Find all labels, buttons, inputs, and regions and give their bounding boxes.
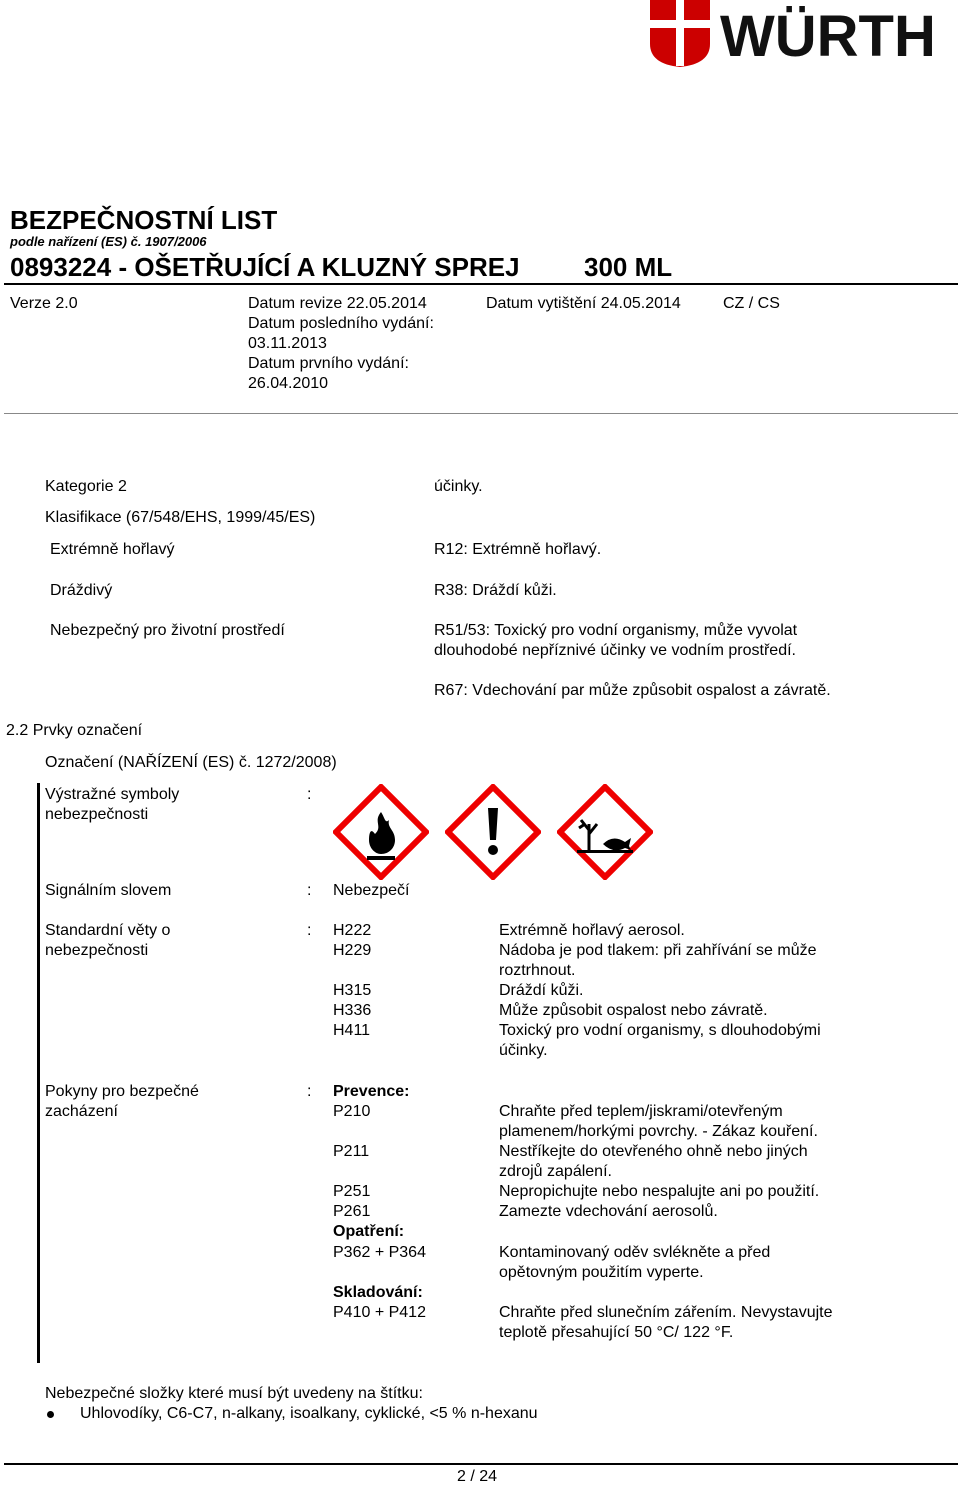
h-text: Extrémně hořlavý aerosol. [499, 922, 685, 939]
exclamation-pictogram-icon [445, 784, 541, 880]
klasifikace-title: Klasifikace (67/548/EHS, 1999/45/ES) [45, 509, 316, 526]
h-code: H222 [333, 922, 372, 939]
wurth-logo [648, 0, 958, 68]
p-code: P362 + P364 [333, 1244, 426, 1261]
h-label-2: nebezpečnosti [45, 942, 149, 959]
page-number: 2 / 24 [457, 1468, 498, 1485]
footer-divider [4, 1463, 958, 1465]
first-issue-value: 26.04.2010 [248, 375, 329, 392]
p-text: Nestříkejte do otevřeného ohně nebo jiných [499, 1143, 808, 1160]
p-text: Zamezte vdechování aerosolů. [499, 1203, 718, 1220]
symbols-colon: : [307, 786, 312, 803]
p-text: Kontaminovaný oděv svlékněte a před [499, 1244, 771, 1261]
r67-text: R67: Vdechování par může způsobit ospalost a závratě. [434, 682, 831, 699]
p-group-title: Opatření: [333, 1223, 405, 1240]
class-left-1: Extrémně hořlavý [50, 541, 175, 558]
h-text: Dráždí kůži. [499, 982, 584, 999]
symbols-label-2: nebezpečnosti [45, 806, 149, 823]
p-text: Chraňte před slunečním zářením. Nevystavujte [499, 1304, 833, 1321]
component-item: Uhlovodíky, C6-C7, n-alkany, isoalkany, cyklické, <5 % n-hexanu [80, 1405, 538, 1422]
h-colon: : [307, 922, 312, 939]
p-label-2: zacházení [45, 1103, 118, 1120]
p-code: P410 + P412 [333, 1304, 426, 1321]
h-code: H229 [333, 942, 372, 959]
revision-date: Datum revize 22.05.2014 [248, 295, 427, 312]
version: Verze 2.0 [10, 295, 78, 312]
h-code: H315 [333, 982, 372, 999]
class-left-3: Nebezpečný pro životní prostředí [50, 622, 285, 639]
signal-colon: : [307, 882, 312, 899]
logo-text: WÜRTH [720, 4, 936, 68]
section-heading: 2.2 Prvky označení [6, 722, 143, 739]
h-code: H411 [333, 1022, 371, 1039]
kategorie: Kategorie 2 [45, 478, 127, 495]
p-text: Chraňte před teplem/jiskrami/otevřeným [499, 1103, 783, 1120]
section-subheading: Označení (NAŘÍZENÍ (ES) č. 1272/2008) [45, 754, 337, 771]
product-volume: 300 ML [584, 252, 673, 282]
locale: CZ / CS [723, 295, 780, 312]
p-text: zdrojů zapálení. [499, 1163, 612, 1180]
p-text: teplotě přesahující 50 °C/ 122 °F. [499, 1324, 734, 1341]
h-code: H336 [333, 1002, 372, 1019]
h-text: účinky. [499, 1042, 548, 1059]
p-code: P211 [333, 1143, 370, 1160]
class-right-1: R12: Extrémně hořlavý. [434, 541, 602, 558]
p-code: P261 [333, 1203, 371, 1220]
p-code: P251 [333, 1183, 371, 1200]
p-label-1: Pokyny pro bezpečné [45, 1083, 199, 1100]
h-text: Nádoba je pod tlakem: při zahřívání se může [499, 942, 817, 959]
document-subtitle: podle nařízení (ES) č. 1907/2006 [10, 234, 207, 249]
h-text: roztrhnout. [499, 962, 576, 979]
signal-value: Nebezpečí [333, 882, 410, 899]
print-date: Datum vytištění 24.05.2014 [486, 295, 681, 312]
symbols-label-1: Výstražné symboly [45, 786, 180, 803]
last-issue-label: Datum posledního vydání: [248, 315, 434, 332]
document-title: BEZPEČNOSTNÍ LIST [10, 205, 278, 235]
class-right-3a: R51/53: Toxický pro vodní organismy, může vyvolat [434, 622, 798, 639]
environment-pictogram-icon [557, 784, 653, 880]
flame-pictogram-icon [333, 784, 429, 880]
section-left-bar [37, 783, 40, 1363]
p-text: opětovným použitím vyperte. [499, 1264, 704, 1281]
ucinky-text: účinky. [434, 478, 483, 495]
class-right-3b: dlouhodobé nepříznivé účinky ve vodním prostředí. [434, 642, 796, 659]
h-label-1: Standardní věty o [45, 922, 171, 939]
last-issue-value: 03.11.2013 [248, 335, 327, 352]
p-group-title: Skladování: [333, 1284, 423, 1301]
p-code: P210 [333, 1103, 371, 1120]
header-bottom-divider [4, 413, 958, 414]
p-colon: : [307, 1083, 312, 1100]
first-issue-label: Datum prvního vydání: [248, 355, 409, 372]
p-text: plamenem/horkými povrchy. - Zákaz kouření. [499, 1123, 818, 1140]
header-divider [4, 283, 958, 285]
p-group-title: Prevence: [333, 1083, 410, 1100]
h-text: Toxický pro vodní organismy, s dlouhodobými [499, 1022, 821, 1039]
components-label: Nebezpečné složky které musí být uvedeny na štítku: [45, 1385, 423, 1402]
signal-label: Signálním slovem [45, 882, 172, 899]
class-right-2: R38: Dráždí kůži. [434, 582, 557, 599]
class-left-2: Dráždivý [50, 582, 113, 599]
p-text: Nepropichujte nebo nespalujte ani po použití. [499, 1183, 820, 1200]
bullet-icon [47, 1411, 54, 1418]
h-text: Může způsobit ospalost nebo závratě. [499, 1002, 768, 1019]
product-name: 0893224 - OŠETŘUJÍCÍ A KLUZNÝ SPREJ [10, 252, 520, 282]
